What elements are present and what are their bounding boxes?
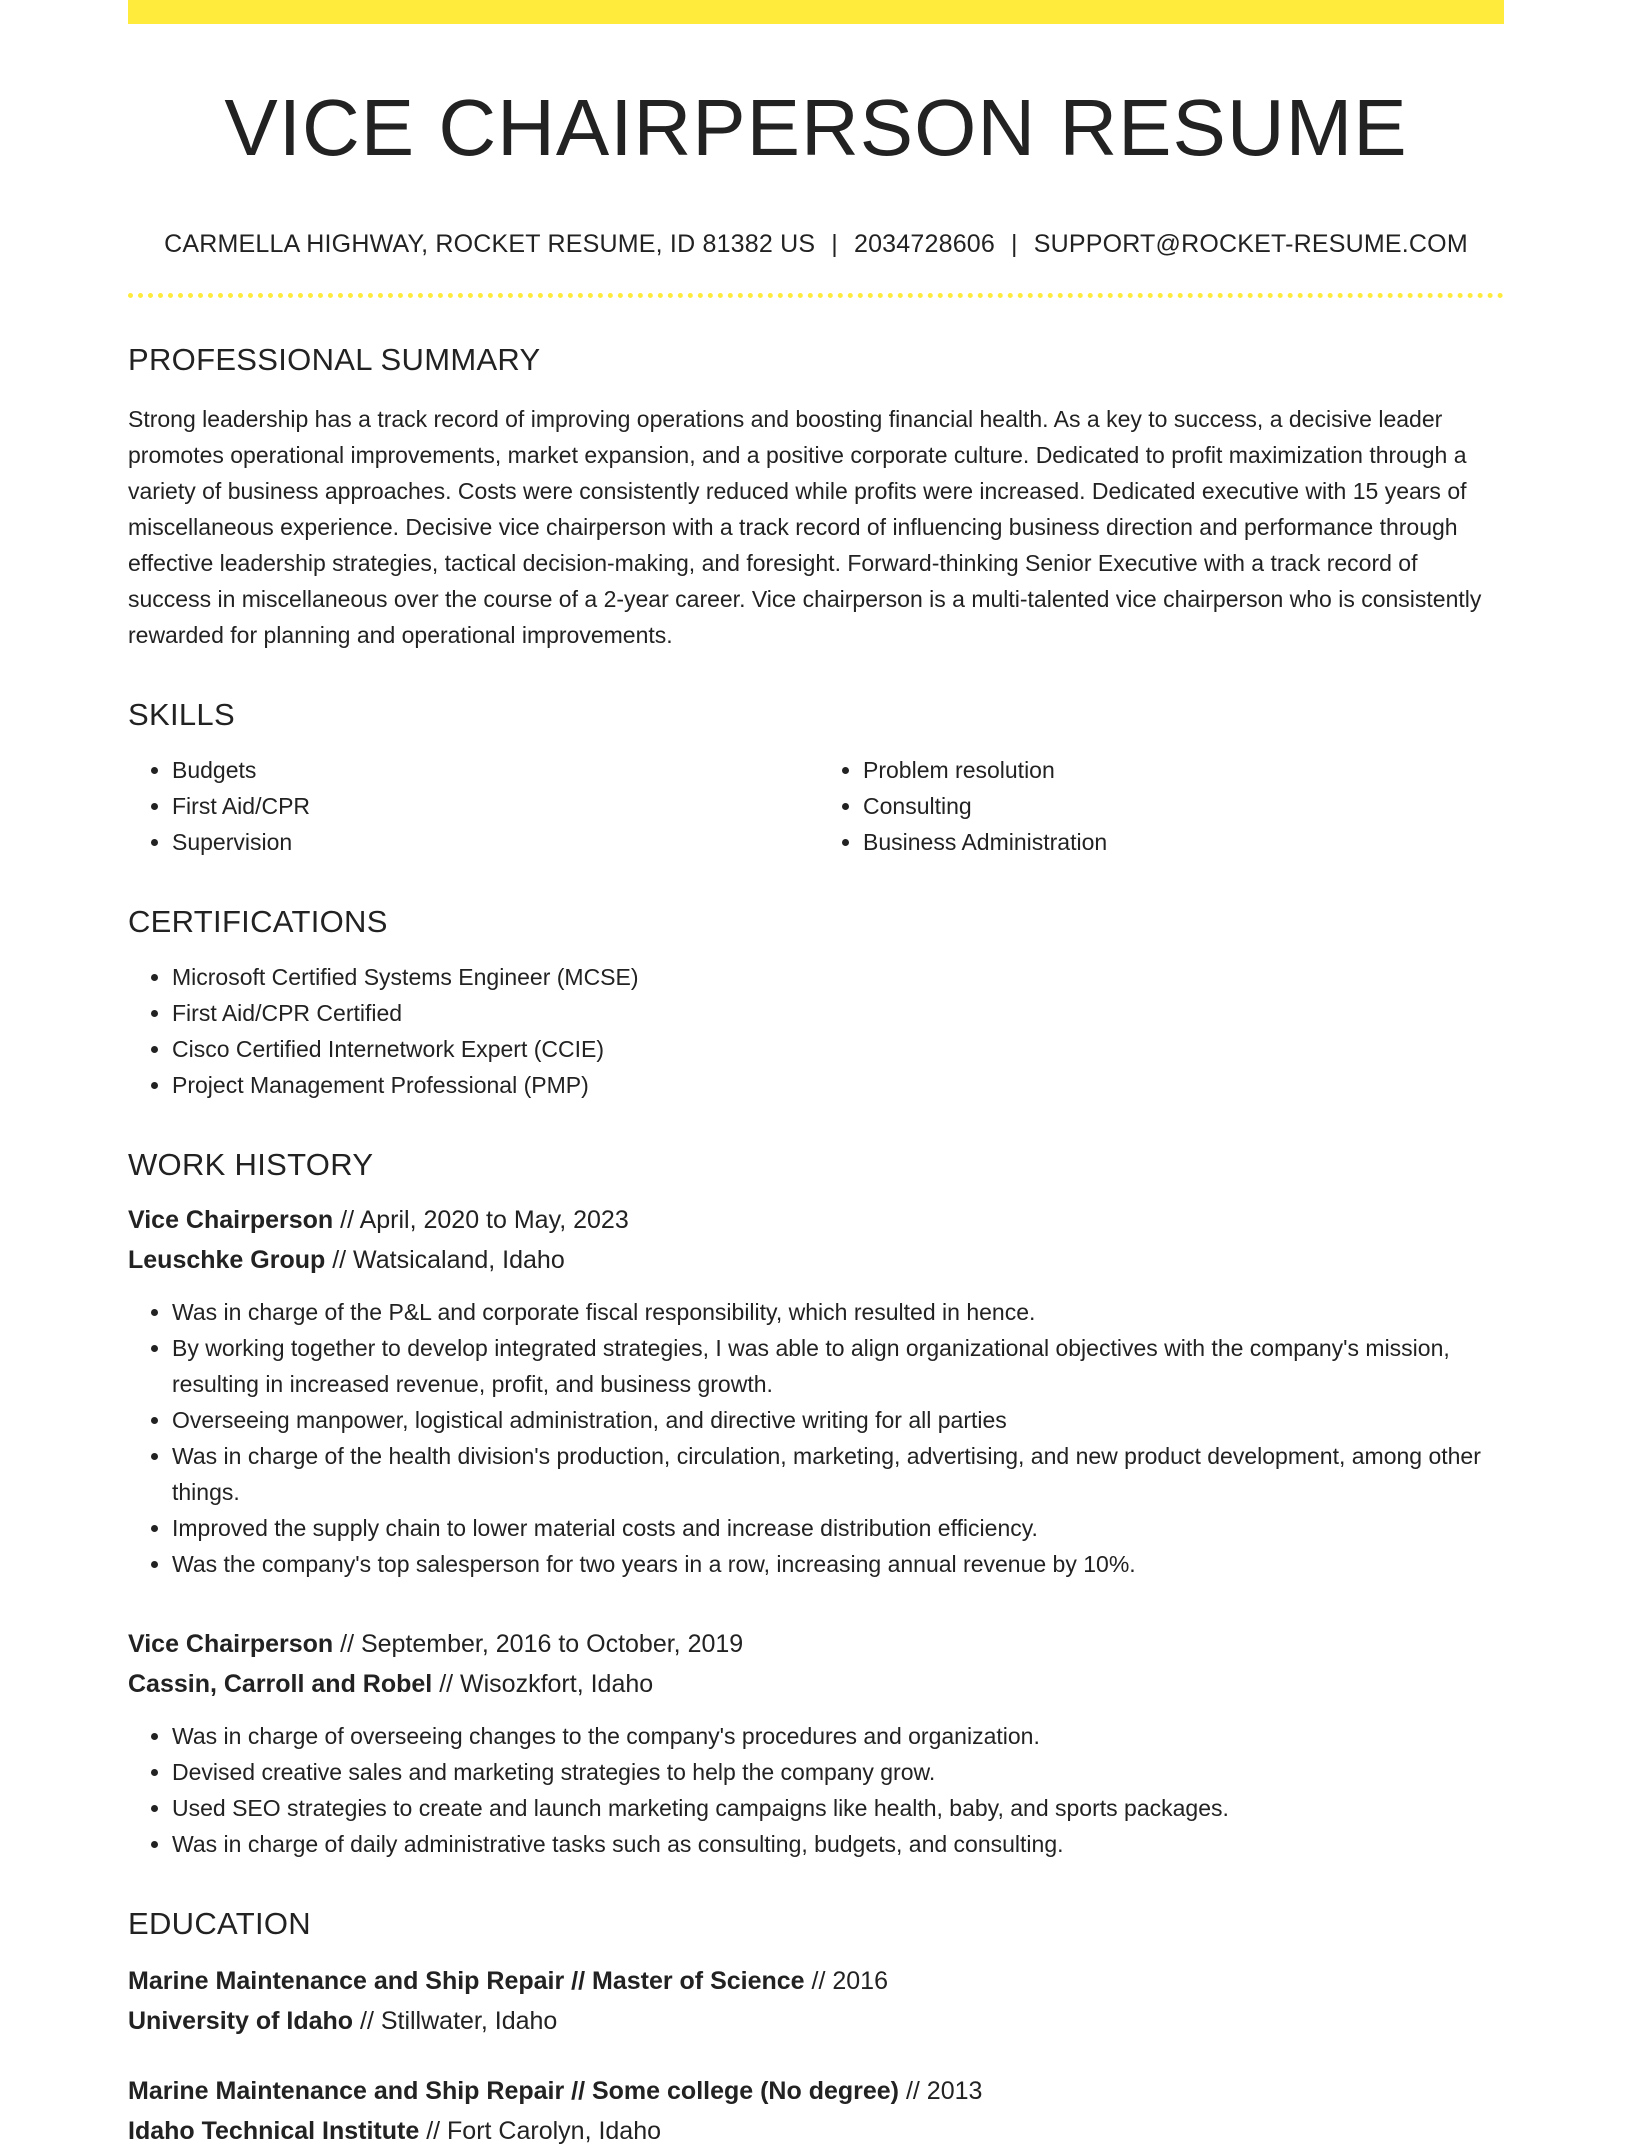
job-bullet: • Was in charge of the health division's production, circulation, marketing, advertising, and new product development, among other things. [172,1438,1504,1510]
degree-year: // 2013 [899,2077,983,2105]
certifications-list [128,959,1504,1103]
certification-item: • Microsoft Certified Systems Engineer (MCSE) [172,959,1504,995]
job-dates: // April, 2020 to May, 2023 [333,1206,629,1234]
education-heading: EDUCATION [128,1906,311,1941]
contact-separator: | [1011,230,1018,258]
job-dates: // September, 2016 to October, 2019 [333,1630,744,1658]
job-company: Cassin, Carroll and Robel [128,1670,433,1698]
job-bullet: • Overseeing manpower, logistical administration, and directive writing for all parties [172,1402,1504,1438]
certification-item: • Cisco Certified Internetwork Expert (CCIE) [172,1031,1504,1067]
degree-year: // 2016 [804,1967,888,1995]
school-line [128,2001,1504,2041]
contact-phone: 2034728606 [853,230,996,258]
job-bullet: • Was in charge of the P&L and corporate fiscal responsibility, which resulted in hence. [172,1294,1504,1330]
skills-column-right [813,752,1504,860]
skill-item: • Consulting [863,788,1504,824]
degree-line [128,2071,1504,2111]
certification-item: • Project Management Professional (PMP) [172,1067,1504,1103]
school-location: // Stillwater, Idaho [353,2007,558,2035]
job-company: Leuschke Group [128,1246,326,1274]
job-bullet: • Was the company's top salesperson for two years in a row, increasing annual revenue by 10%. [172,1546,1504,1582]
school: Idaho Technical Institute [128,2117,420,2145]
summary-heading: PROFESSIONAL SUMMARY [128,342,541,377]
resume-title: VICE CHAIRPERSON RESUME [224,83,1408,172]
accent-top-bar [128,0,1504,24]
job-company-line [128,1240,1504,1280]
school-line [128,2111,1504,2151]
job-bullet: • Improved the supply chain to lower material costs and increase distribution efficiency. [172,1510,1504,1546]
skills-heading: SKILLS [128,697,235,732]
school-location: // Fort Carolyn, Idaho [419,2117,662,2145]
job-title: Vice Chairperson [128,1206,334,1234]
job-bullet: • Was in charge of overseeing changes to the company's procedures and organization. [172,1718,1504,1754]
school: University of Idaho [128,2007,354,2035]
job-title: Vice Chairperson [128,1630,334,1658]
job-company-line [128,1664,1504,1704]
summary-text: Strong leadership has a track record of improving operations and boosting financial health. As a key to success, a decisive leader promotes operational improvements, market expansion, and a positive corporate culture. Dedicated to profit maximization through a variety of business approaches. Costs were consistently reduced while profits were increased. Dedicated executive with 15 years of miscellaneous experience. Decisive vice chairperson with a track record of influencing business direction and performance through effective leadership strategies, tactical decision-making, and foresight. Forward-thinking Senior Executive with a track record of success in miscellaneous over the course of a 2-year career. Vice chairperson is a multi-talented vice chairperson who is consistently rewarded for planning and operational improvements. [128,406,1482,648]
degree: Marine Maintenance and Ship Repair // Master of Science [128,1967,805,1995]
job-title-line [128,1200,1504,1240]
education-entry [128,1961,1504,2041]
job-bullet: • Was in charge of daily administrative tasks such as consulting, budgets, and consulting. [172,1826,1504,1862]
job-entry [128,1200,1504,1582]
job-location: // Wisozkfort, Idaho [432,1670,654,1698]
job-bullet: • Devised creative sales and marketing strategies to help the company grow. [172,1754,1504,1790]
contact-separator: | [831,230,838,258]
certification-item: • First Aid/CPR Certified [172,995,1504,1031]
contact-line [128,230,1504,259]
job-title-line [128,1624,1504,1664]
skills-list [128,752,1504,860]
skill-item: • Budgets [172,752,813,788]
job-location: // Watsicaland, Idaho [325,1246,565,1274]
work-history-heading: WORK HISTORY [128,1147,374,1182]
job-bullets [128,1718,1504,1862]
skill-item: • Business Administration [863,824,1504,860]
skill-item: • Supervision [172,824,813,860]
skill-item: • First Aid/CPR [172,788,813,824]
skills-column-left [128,752,813,860]
degree-line [128,1961,1504,2001]
job-bullet: • By working together to develop integrated strategies, I was able to align organizational objectives with the company's mission, resulting in increased revenue, profit, and business growth. [172,1330,1504,1402]
certifications-heading: CERTIFICATIONS [128,904,388,939]
contact-email: SUPPORT@ROCKET-RESUME.COM [1033,230,1468,258]
resume-page [128,0,1504,2151]
contact-address: CARMELLA HIGHWAY, ROCKET RESUME, ID 81382 US [164,230,816,258]
skill-item: • Problem resolution [863,752,1504,788]
education-entry [128,2071,1504,2151]
job-bullets [128,1294,1504,1582]
job-bullet: • Used SEO strategies to create and launch marketing campaigns like health, baby, and sports packages. [172,1790,1504,1826]
job-entry [128,1624,1504,1862]
dotted-divider [128,293,1504,298]
degree: Marine Maintenance and Ship Repair // Some college (No degree) [128,2077,900,2105]
